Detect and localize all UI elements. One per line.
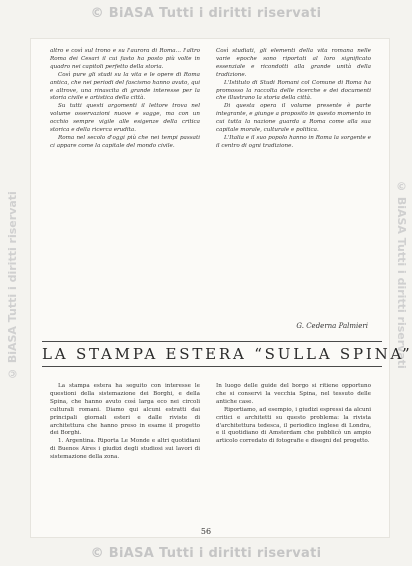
watermark-right: © BiASA Tutti i diritti riservati (395, 180, 408, 369)
paragraph: Su tutti questi argomenti il lettore trova nel volume osservazioni nuove e sagge, ma con un occhio sempre vigile alle esigenze della critica storica e della ricerca erudita. (50, 103, 200, 134)
author-signature: G. Cederna Palmieri (296, 322, 368, 330)
paragraph: In luogo delle guide del borgo si ritiene opportuno che si conservi la vecchia Spina, nel tessuto delle antiche case. (216, 383, 371, 405)
paragraph: Così pure gli studi su la vita e le opere di Roma antica, che nei periodi del fascismo hanno avuto, qui e altrove, una rinascita di grande interesse per la storia civile e artistica della città. (50, 71, 200, 102)
watermark-top: © BiASA Tutti i diritti riservati (90, 6, 322, 21)
paragraph: L'Istituto di Studi Romani col Comune di Roma ha promosso la raccolta delle ricerche e dei documenti che illustrano la storia della città. (216, 79, 371, 102)
article-top-right-column (216, 48, 371, 151)
watermark-left: © BiASA Tutti i diritti riservati (6, 191, 19, 380)
article-bottom-left-column (50, 383, 200, 462)
paragraph: Di questa opera il volume presente è parte integrante, e giunge a proposito in questo momento in cui tutta la nazione guarda a Roma come alla sua capitale morale, culturale e politica. (216, 103, 371, 134)
paragraph: altro e così sul trono e su l'aurora di Roma... l'altro Roma dei Cesari il cui fasto ha posto più volte in quadro nei capitoli perfetto della storia. (50, 48, 200, 70)
paragraph: La stampa estera ha seguito con interesse le questioni della sistemazione dei Borghi, e della Spina, che hanno avuto così larga eco nei circoli culturali romani. Diamo qui alcuni estratti dai principali giornali esteri e dalle riviste di architettura che hanno preso in esame il progetto dei Borghi. (50, 383, 200, 437)
headline-rule-top (42, 341, 382, 342)
headline-rule-bottom (42, 366, 382, 367)
article-top-left-column (50, 48, 200, 151)
watermark-bottom: © BiASA Tutti i diritti riservati (90, 546, 322, 561)
paragraph: L'Italia e il suo popolo hanno in Roma la sorgente e il centro di ogni tradizione. (216, 134, 371, 149)
paragraph: Così studiati, gli elementi della vita romana nelle varie epoche sono riportati al loro significato essenziale e ricondotti alla grande unità della tradizione. (216, 48, 371, 78)
page-number: 56 (200, 527, 212, 536)
paragraph: Riportiamo, ad esempio, i giudizi espressi da alcuni critici e architetti su questo problema: la rivista d'architettura tedesca, il periodico inglese di Londra, e il quotidiano di Amsterdam che pubblicò un ampio articolo corredato di fotografie e disegni del progetto. (216, 406, 371, 445)
article-bottom-right-column (216, 383, 371, 446)
section-headline: LA STAMPA ESTERA “SULLA SPINA” (42, 345, 412, 363)
paragraph: Roma nel secolo d'oggi più che nei tempi passati ci appare come la capitale del mondo civile. (50, 134, 200, 149)
paragraph: 1. Argentina. Riporta Le Monde e altri quotidiani di Buenos Aires i giudizi degli studiosi sui lavori di sistemazione della zona. (50, 438, 200, 461)
